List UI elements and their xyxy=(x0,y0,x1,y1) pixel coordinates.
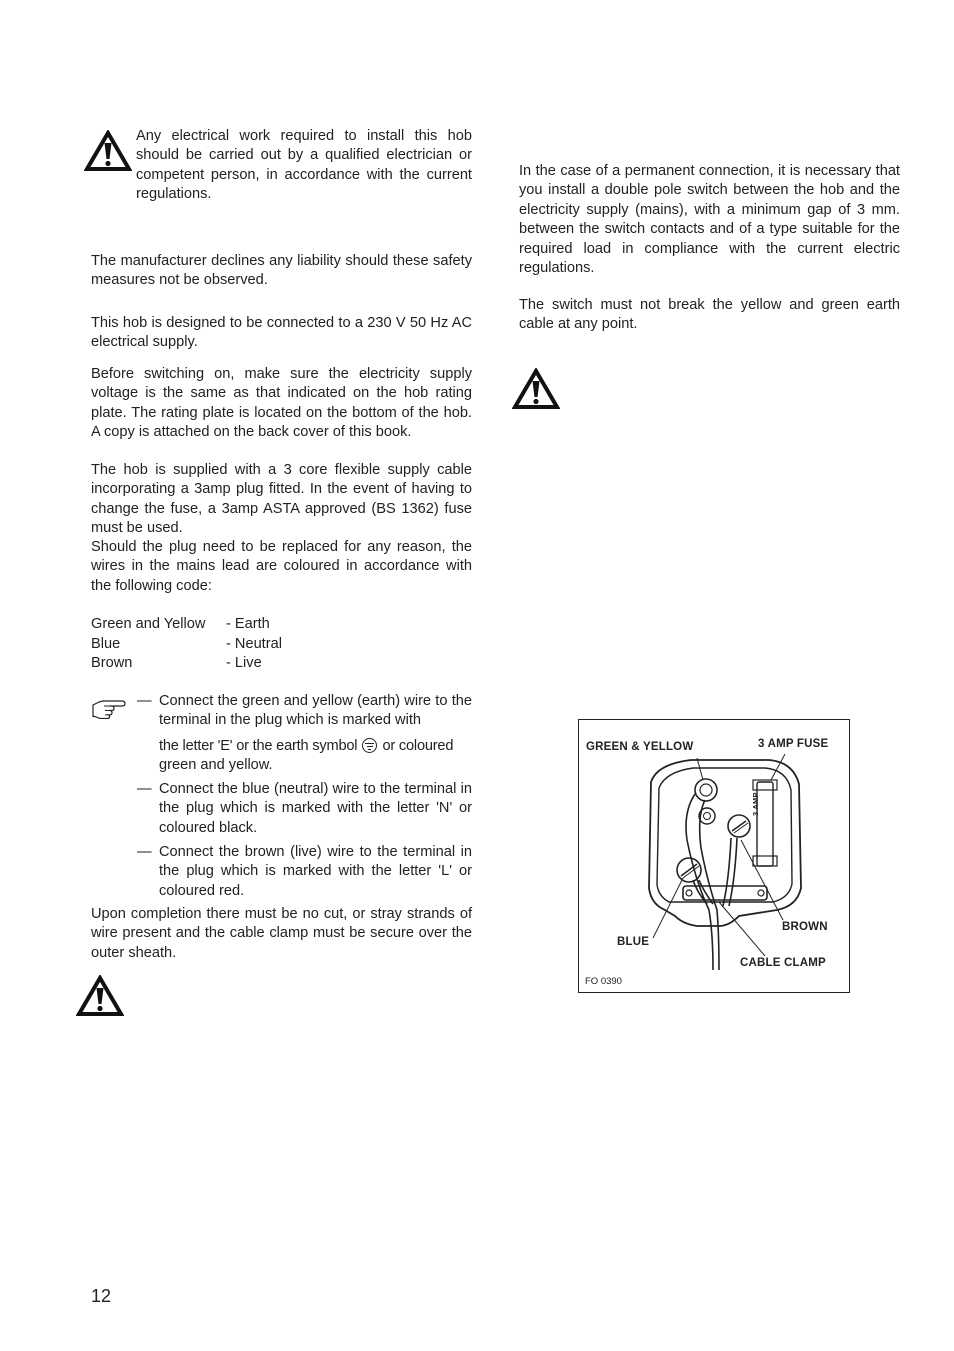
code-colour: Brown xyxy=(91,655,133,671)
plug-illustration xyxy=(579,720,851,994)
earth-line-text-end: or coloured xyxy=(382,738,454,754)
code-colour: Green and Yellow xyxy=(91,616,206,632)
code-meaning: - Earth xyxy=(226,616,270,632)
liability-paragraph: The manufacturer declines any liability should these safety measures not be observed. xyxy=(91,253,472,289)
earth-line-text: the letter 'E' or the earth symbol xyxy=(159,738,358,754)
bullet-earth-wire-end: green and yellow. xyxy=(159,757,273,773)
bullet-earth-wire-symbol-line xyxy=(159,737,472,756)
plug-wiring-diagram xyxy=(578,719,850,993)
warning-text: Any electrical work required to install this hob should be carried out by a qualified electrician or competent person, in accordance with the current regulations. xyxy=(136,128,472,203)
completion-paragraph: Upon completion there must be no cut, or stray strands of wire present and the cable clamp must be secure over the outer sheath. xyxy=(91,906,472,961)
switch-earth-paragraph: The switch must not break the yellow and green earth cable at any point. xyxy=(519,297,900,333)
warning-triangle-icon xyxy=(76,975,124,1017)
page-number: 12 xyxy=(91,1286,112,1306)
label-3-amp-fuse: 3 AMP FUSE xyxy=(758,738,829,750)
label-brown: BROWN xyxy=(782,921,828,933)
bullet-earth-wire: Connect the green and yellow (earth) wire to the terminal in the plug which is marked with xyxy=(159,693,472,729)
bullet-dash: — xyxy=(137,844,152,860)
code-colour: Blue xyxy=(91,636,121,652)
label-cable-clamp: CABLE CLAMP xyxy=(740,957,826,969)
warning-triangle-icon xyxy=(512,368,560,410)
figure-code: FO 0390 xyxy=(585,976,622,987)
permanent-connection-paragraph: In the case of a permanent connection, it is necessary that you install a double pole switch between the hob and the electricity supply (mains), with a minimum gap of 3 mm. between the switch contacts and of a type suitable for the required load in compliance with the current electric regulations. xyxy=(519,163,900,277)
code-meaning: - Live xyxy=(226,655,262,671)
label-blue: BLUE xyxy=(617,936,650,948)
warning-triangle-icon xyxy=(84,130,132,172)
pointing-hand-icon xyxy=(91,697,127,719)
label-green-yellow: GREEN & YELLOW xyxy=(586,741,694,753)
label-fuse-mark: 3 AMP xyxy=(751,792,760,816)
voltage-check-paragraph: Before switching on, make sure the electricity supply voltage is the same as that indicated on the hob rating plate. The rating plate is located on the bottom of the hob. A copy is attached on the back cover of this book. xyxy=(91,366,472,441)
bullet-neutral-wire: Connect the blue (neutral) wire to the terminal in the plug which is marked with the letter 'N' or coloured black. xyxy=(159,781,472,836)
supply-paragraph: This hob is designed to be connected to a 230 V 50 Hz AC electrical supply. xyxy=(91,315,472,351)
bullet-dash: — xyxy=(137,693,152,709)
code-meaning: - Neutral xyxy=(226,636,282,652)
cable-paragraph: The hob is supplied with a 3 core flexible supply cable incorporating a 3amp plug fitted. In the event of having to change the fuse, a 3amp ASTA approved (BS 1362) fuse must be used. xyxy=(91,462,472,537)
bullet-dash: — xyxy=(137,781,152,797)
earth-symbol-icon xyxy=(362,738,377,753)
plug-replace-paragraph: Should the plug need to be replaced for any reason, the wires in the mains lead are coloured in accordance with the following code: xyxy=(91,539,472,594)
bullet-live-wire: Connect the brown (live) wire to the terminal in the plug which is marked with the letter 'L' or coloured red. xyxy=(159,844,472,899)
